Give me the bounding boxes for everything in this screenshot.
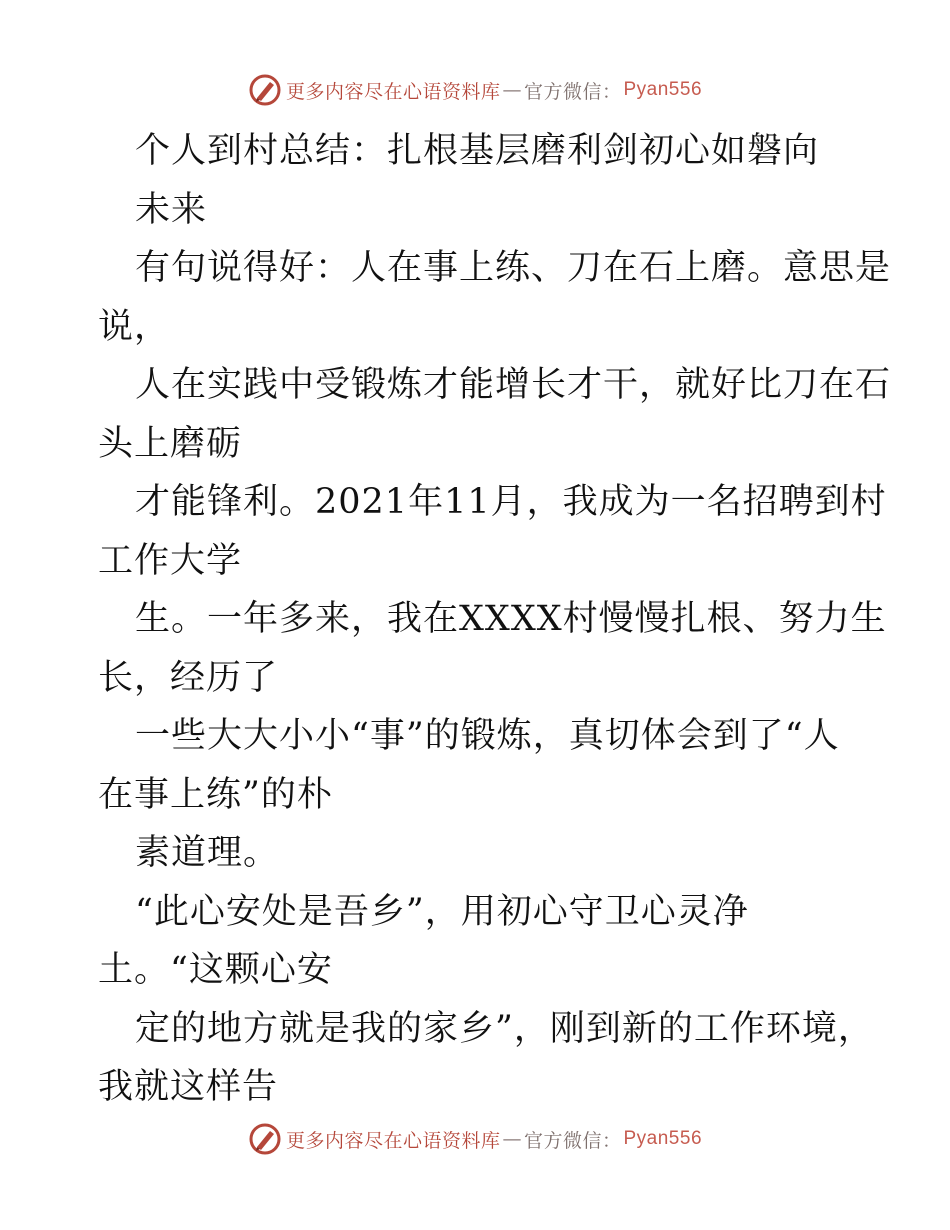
text-line: 个人到村总结：扎根基层磨利剑初心如磐向 (135, 131, 820, 171)
banner-separator: — (502, 79, 522, 101)
text-line: 定的地方就是我的家乡”，刚到新的工作环境， (135, 1008, 874, 1049)
text-line: 素道理。 (135, 833, 280, 873)
text-line: 土。“这颗心安 (98, 950, 333, 990)
banner-text: 更多内容尽在心语资料库 (285, 80, 501, 103)
pen-circle-logo-icon (248, 1122, 282, 1156)
text-line: 在事上练”的朴 (98, 774, 333, 815)
text-line: 一些大大小小“事”的锻炼，真切体会到了“人 (135, 716, 840, 756)
text-line: 说， (98, 306, 171, 347)
pen-circle-logo-icon (248, 73, 282, 107)
wechat-label: 官方微信： (523, 80, 622, 103)
text-line: 我就这样告 (98, 1067, 279, 1107)
text-line: 长，经历了 (98, 657, 279, 698)
text-line: “此心安处是吾乡”，用初心守卫心灵净 (135, 891, 749, 932)
text-line: 工作大学 (98, 540, 243, 581)
wechat-id: Pyan556 (623, 1128, 703, 1149)
document-body (98, 122, 892, 1117)
text-line: 生。一年多来，我在XXXX村慢慢扎根、努力生 (135, 599, 887, 639)
text-line: 未来 (135, 189, 208, 230)
banner-text: 更多内容尽在心语资料库 (285, 1129, 501, 1152)
header-banner (0, 70, 950, 110)
text-line: 头上磨砺 (98, 423, 243, 464)
text-line: 有句说得好：人在事上练、刀在石上磨。意思是 (135, 248, 892, 288)
banner-separator: — (502, 1128, 522, 1150)
text-line: 才能锋利。2021年11月，我成为一名招聘到村 (135, 482, 887, 522)
text-line: 人在实践中受锻炼才能增长才干，就好比刀在石 (135, 365, 892, 405)
footer-banner (0, 1119, 950, 1159)
wechat-label: 官方微信： (523, 1129, 622, 1152)
wechat-id: Pyan556 (623, 79, 703, 100)
